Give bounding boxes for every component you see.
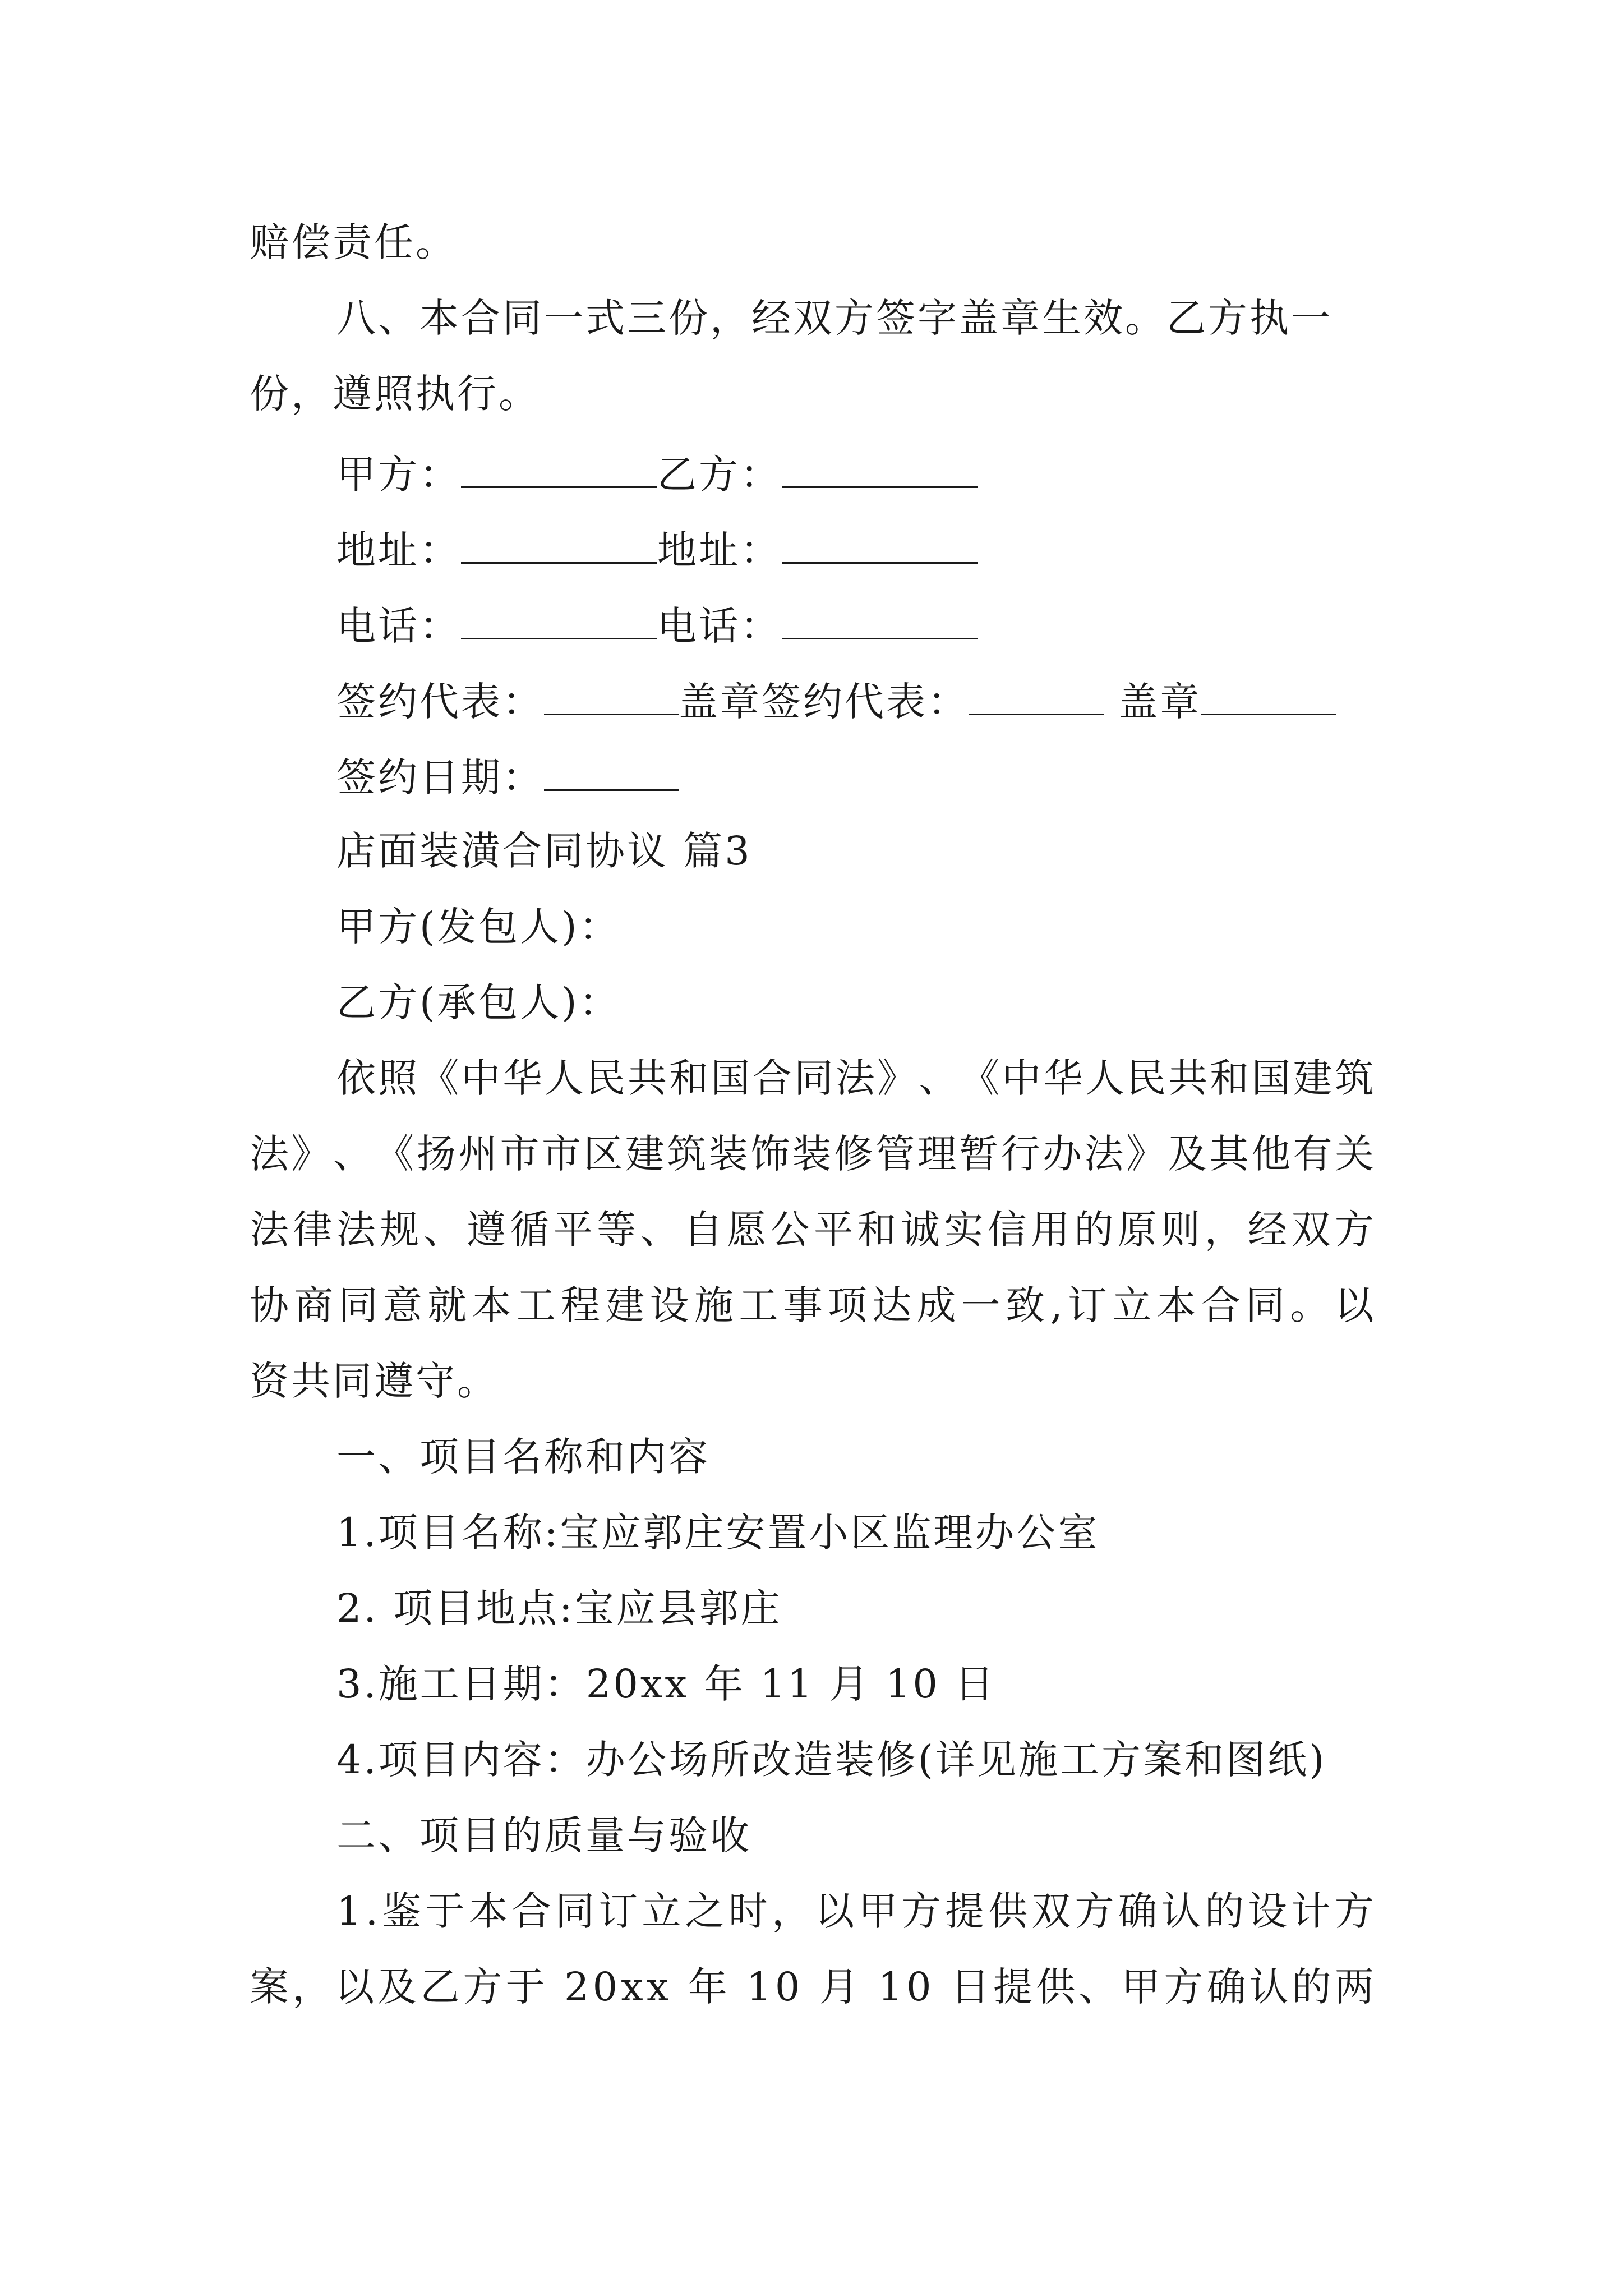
address-a-label: 地址： [336, 527, 461, 573]
signature-blank [782, 604, 978, 639]
text-line: 份，遵照执行。 [250, 371, 540, 417]
section-title: 店面装潢合同协议 篇3 [336, 828, 752, 874]
address-line [336, 527, 978, 573]
signature-blank [782, 528, 978, 564]
signature-blank [1201, 680, 1336, 715]
heading: 二、项目的质量与验收 [336, 1812, 751, 1858]
list-item: 4.项目内容：办公场所改造装修(详见施工方案和图纸) [336, 1737, 1327, 1783]
list-item: 1.项目名称:宝应郭庄安置小区监理办公室 [336, 1510, 1100, 1556]
text-line: 法 》 、 《 扬 州 市 市 区 建 筑 装 饰 装 修 管 理 暂 行 办 法 》 及 其 他 有 关 [250, 1131, 1374, 1177]
signature-blank [461, 528, 657, 564]
text-line: 案 ， 以 及 乙 方 于 2 0 x x 年 1 0 月 1 0 日 提 供 、 甲 方 确 认 的 两 [250, 1964, 1374, 2010]
signature-blank [544, 680, 679, 715]
list-item: 2. 项目地点:宝应县郭庄 [336, 1585, 782, 1631]
signature-blank [461, 604, 657, 639]
representative-line [336, 679, 1336, 725]
address-b-label: 地址： [657, 527, 782, 573]
signature-blank [969, 680, 1104, 715]
seal-label: 盖章 [1118, 679, 1202, 725]
text-line: 协 商 同 意 就 本 工 程 建 设 施 工 事 项 达 成 一 致 , 订 立 本 合 同 。 以 [250, 1282, 1374, 1328]
party-b-label: 乙方： [657, 452, 782, 498]
signature-blank [544, 756, 679, 791]
text-line: 乙方(承包人)： [336, 979, 621, 1025]
heading: 一、项目名称和内容 [336, 1434, 710, 1480]
text-line: 资共同遵守。 [250, 1358, 499, 1404]
text-line: 依 照 《 中 华 人 民 共 和 国 合 同 法 》 、 《 中 华 人 民 共 和 国 建 筑 [336, 1055, 1374, 1101]
text-line: 1 . 鉴 于 本 合 同 订 立 之 时 ， 以 甲 方 提 供 双 方 确 认 的 设 计 方 [336, 1888, 1374, 1934]
telephone-b-label: 电话： [657, 603, 782, 649]
telephone-a-label: 电话： [336, 603, 461, 649]
telephone-line [336, 603, 978, 649]
text-line: 八、本合同一式三份，经双方签字盖章生效。乙方执一 [336, 295, 1332, 341]
text-line: 甲方(发包人)： [336, 904, 621, 950]
party-a-label: 甲方： [336, 452, 461, 498]
sign-date-label: 签约日期： [336, 754, 544, 800]
signature-blank [782, 453, 978, 488]
representative-a-label: 签约代表： [336, 679, 544, 725]
representative-b-label: 盖章签约代表： [679, 679, 969, 725]
party-line [336, 452, 978, 498]
signature-blank [461, 453, 657, 488]
text-line: 赔偿责任。 [250, 219, 457, 265]
list-item: 3.施工日期：20xx 年 11 月 10 日 [336, 1661, 997, 1707]
text-line: 法 律 法 规 、 遵 循 平 等 、 自 愿 公 平 和 诚 实 信 用 的 原 则 ， 经 双 方 [250, 1207, 1374, 1253]
sign-date-line [336, 754, 679, 800]
